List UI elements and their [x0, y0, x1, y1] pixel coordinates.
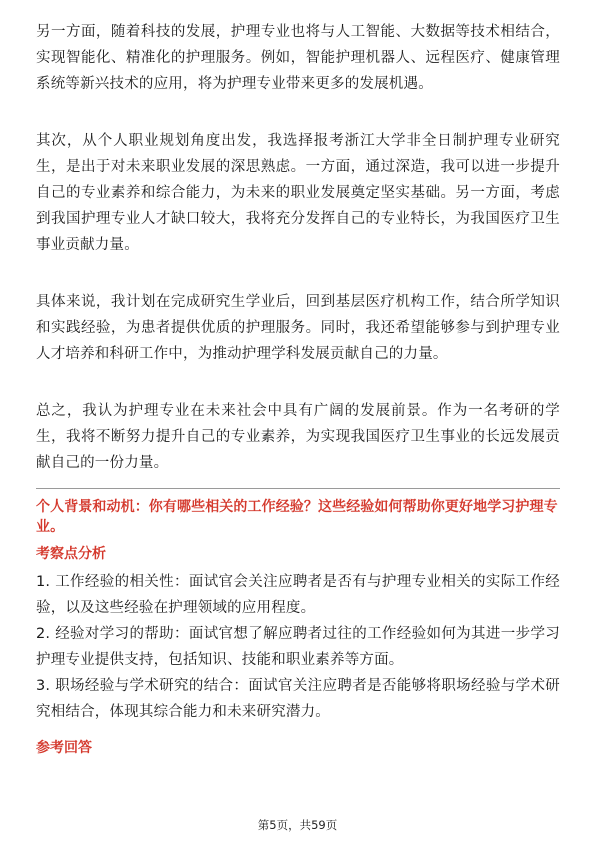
paragraph-gap [36, 367, 560, 398]
analysis-item-2: 2. 经验对学习的帮助：面试官想了解应聘者过往的工作经验如何为其进一步学习护理专业提供支持，包括知识、技能和职业素养等方面。 [36, 626, 560, 668]
analysis-item-1: 1. 工作经验的相关性：面试官会关注应聘者是否有与护理专业相关的实际工作经验，以及这些经验在护理领域的应用程度。 [36, 574, 560, 616]
analysis-heading: 考察点分析 [36, 546, 106, 562]
body-paragraph-1: 另一方面，随着科技的发展，护理专业也将与人工智能、大数据等技术相结合，实现智能化、精准化的护理服务。例如，智能护理机器人、远程医疗、健康管理系统等新兴技术的应用，将为护理专业带来更多的发展机遇。 [36, 24, 560, 92]
section-divider [36, 488, 560, 489]
body-paragraph-2: 其次，从个人职业规划角度出发，我选择报考浙江大学非全日制护理专业研究生，是出于对未来职业发展的深思熟虑。一方面，通过深造，我可以进一步提升自己的专业素养和综合能力，为未来的职业发展奠定坚实基础。另一方面，考虑到我国护理专业人才缺口较大，我将充分发挥自己的专业特长，为我国医疗卫生事业贡献力量。 [36, 133, 560, 253]
paragraph-gap [36, 258, 560, 289]
analysis-item-3: 3. 职场经验与学术研究的结合：面试官关注应聘者是否能够将职场经验与学术研究相结合，体现其综合能力和未来研究潜力。 [36, 678, 560, 720]
page-content [36, 19, 560, 758]
body-paragraph-4: 总之，我认为护理专业在未来社会中具有广阔的发展前景。作为一名考研的学生，我将不断努力提升自己的专业素养，为实现我国医疗卫生事业的长远发展贡献自己的一份力量。 [36, 403, 560, 471]
reference-answer-heading: 参考回答 [36, 740, 92, 756]
paragraph-gap [36, 97, 560, 128]
body-paragraph-3: 具体来说，我计划在完成研究生学业后，回到基层医疗机构工作，结合所学知识和实践经验，为患者提供优质的护理服务。同时，我还希望能够参与到护理专业人才培养和科研工作中，为推动护理学科发展贡献自己的力量。 [36, 294, 560, 362]
interview-question: 个人背景和动机：你有哪些相关的工作经验？这些经验如何帮助你更好地学习护理专业。 [36, 499, 558, 535]
page-number-footer: 第5页，共59页 [257, 818, 338, 832]
